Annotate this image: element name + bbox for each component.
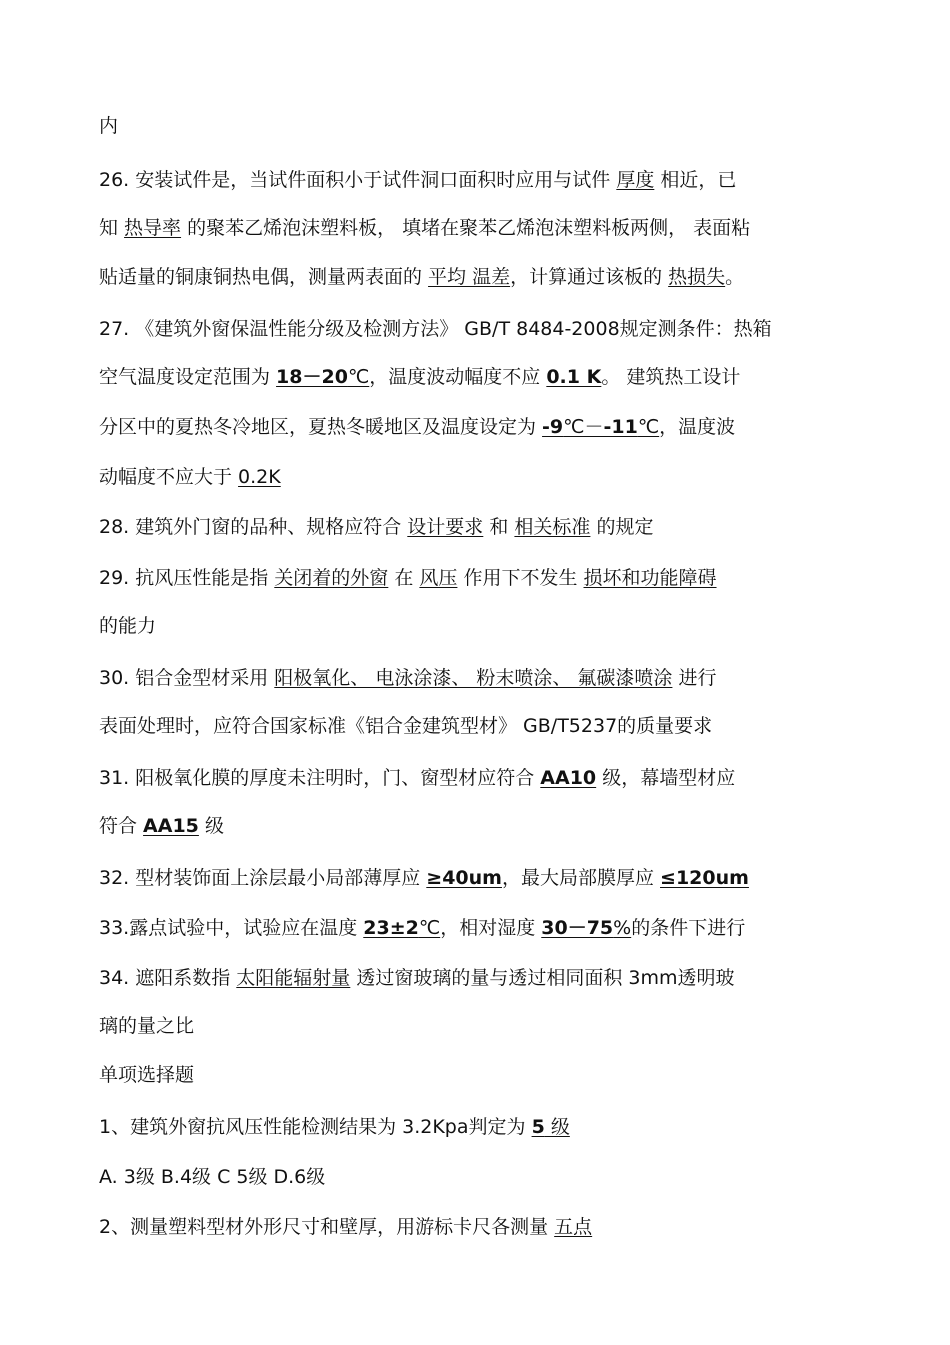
text-segment: 作用下不发生 <box>457 567 584 589</box>
text-segment: 符合 <box>99 815 144 837</box>
text-segment: 27. 《建筑外窗保温性能分级及检测方法》 GB/T 8484-2008规定测条件：热箱 <box>99 318 772 340</box>
text-segment: 空气温度设定范围为 <box>99 366 277 388</box>
text-line <box>99 365 740 389</box>
text-segment: 2、测量塑料型材外形尺寸和壁厚，用游标卡尺各测量 <box>99 1216 555 1238</box>
text-segment: 在 <box>388 567 420 589</box>
answer-blank: ≤120um <box>660 867 749 889</box>
text-segment: 内 <box>99 115 119 137</box>
answer-blank: 相关标准 <box>514 516 591 538</box>
answer-blank: AA10 <box>540 767 597 789</box>
text-segment: 29. 抗风压性能是指 <box>99 567 275 589</box>
text-segment: ，温度波 <box>659 416 736 438</box>
answer-blank: -9 <box>542 416 564 438</box>
answer-blank: ℃ <box>637 416 660 438</box>
text-line <box>99 916 745 940</box>
text-segment: 贴适量的铜康铜热电偶，测量两表面的 <box>99 266 429 288</box>
text-segment: 的规定 <box>590 516 654 538</box>
answer-blank: -11 <box>603 416 638 438</box>
answer-blank: 风压 <box>419 567 458 589</box>
text-segment: ，计算通过该板的 <box>510 266 669 288</box>
answer-blank: 30－75 <box>541 917 614 939</box>
text-segment: 33.露点试验中，试验应在温度 <box>99 917 364 939</box>
answer-blank: 5 <box>531 1116 545 1138</box>
text-segment: 28. 建筑外门窗的品种、规格应符合 <box>99 516 408 538</box>
text-line <box>99 566 717 590</box>
text-segment: 的能力 <box>99 615 157 637</box>
answer-blank: 厚度 <box>616 169 655 191</box>
text-line <box>99 216 750 240</box>
text-segment: 的聚苯乙烯泡沫塑料板， 填堵在聚苯乙烯泡沫塑料板两侧， 表面粘 <box>181 217 751 239</box>
answer-blank: 0.2K <box>238 466 281 488</box>
text-line <box>99 1115 570 1139</box>
text-segment: 31. 阳极氧化膜的厚度未注明时，门、窗型材应符合 <box>99 767 541 789</box>
answer-blank: ≥40um <box>426 867 502 889</box>
text-segment: 单项选择题 <box>99 1064 195 1086</box>
text-segment: 和 <box>483 516 515 538</box>
text-segment: 知 <box>99 217 125 239</box>
text-segment: 表面处理时，应符合国家标准《铝合金建筑型材》 GB/T5237的质量要求 <box>99 715 713 737</box>
text-segment: 32. 型材装饰面上涂层最小局部薄厚应 <box>99 867 427 889</box>
answer-blank: ℃ <box>418 917 441 939</box>
text-segment: 璃的量之比 <box>99 1015 195 1037</box>
answer-blank: 平均 温差 <box>428 266 511 288</box>
text-segment: 的条件下进行 <box>631 917 746 939</box>
text-segment: 级 <box>198 815 224 837</box>
text-line <box>99 766 735 790</box>
text-segment: 34. 遮阳系数指 <box>99 967 237 989</box>
text-line <box>99 465 281 489</box>
text-segment: 透过窗玻璃的量与透过相同面积 3mm透明玻 <box>350 967 735 989</box>
answer-blank: 热损失 <box>668 266 726 288</box>
answer-blank: 级 <box>544 1116 570 1138</box>
text-segment: 分区中的夏热冬冷地区，夏热冬暖地区及温度设定为 <box>99 416 543 438</box>
text-segment: 。 建筑热工设计 <box>601 366 741 388</box>
text-segment: ，相对湿度 <box>440 917 542 939</box>
text-line <box>99 415 735 439</box>
text-line <box>99 114 118 138</box>
text-segment: 。 <box>725 266 745 288</box>
answer-blank: ℃－ <box>563 416 604 438</box>
answer-blank: 五点 <box>554 1216 593 1238</box>
text-segment: 30. 铝合金型材采用 <box>99 667 275 689</box>
answer-blank: 损坏和功能障碍 <box>583 567 717 589</box>
answer-blank: ℃ <box>347 366 370 388</box>
answer-blank: AA15 <box>143 815 199 837</box>
text-segment: 级，幕墙型材应 <box>596 767 736 789</box>
answer-blank: 热导率 <box>124 217 182 239</box>
text-line <box>99 265 744 289</box>
text-line <box>99 1014 194 1038</box>
text-line <box>99 814 224 838</box>
text-segment: 1、建筑外窗抗风压性能检测结果为 3.2Kpa判定为 <box>99 1116 532 1138</box>
text-line <box>99 1215 592 1239</box>
text-line <box>99 515 653 539</box>
text-segment: 相近，已 <box>654 169 737 191</box>
text-line <box>99 866 749 890</box>
text-line <box>99 666 716 690</box>
text-line <box>99 317 772 341</box>
answer-blank: 23±2 <box>363 917 419 939</box>
text-segment: 动幅度不应大于 <box>99 466 239 488</box>
text-line <box>99 168 736 192</box>
text-segment: 26. 安装试件是，当试件面积小于试件洞口面积时应用与试件 <box>99 169 617 191</box>
answer-blank: % <box>613 917 632 939</box>
answer-blank: 18－20 <box>276 366 348 388</box>
answer-blank: 阳极氧化、 电泳涂漆、 粉末喷涂、 氟碳漆喷涂 <box>274 667 673 689</box>
answer-blank: 0.1 K <box>546 366 602 388</box>
text-segment: ，温度波动幅度不应 <box>369 366 547 388</box>
answer-blank: 设计要求 <box>407 516 484 538</box>
text-line <box>99 714 712 738</box>
text-segment: 进行 <box>672 667 717 689</box>
answer-blank: 关闭着的外窗 <box>274 567 389 589</box>
answer-blank: 太阳能辐射量 <box>236 967 351 989</box>
text-line <box>99 1063 194 1087</box>
text-line <box>99 614 156 638</box>
text-line <box>99 1165 325 1189</box>
text-segment: A. 3级 B.4级 C 5级 D.6级 <box>99 1166 326 1188</box>
text-line <box>99 966 735 990</box>
text-segment: ，最大局部膜厚应 <box>501 867 661 889</box>
